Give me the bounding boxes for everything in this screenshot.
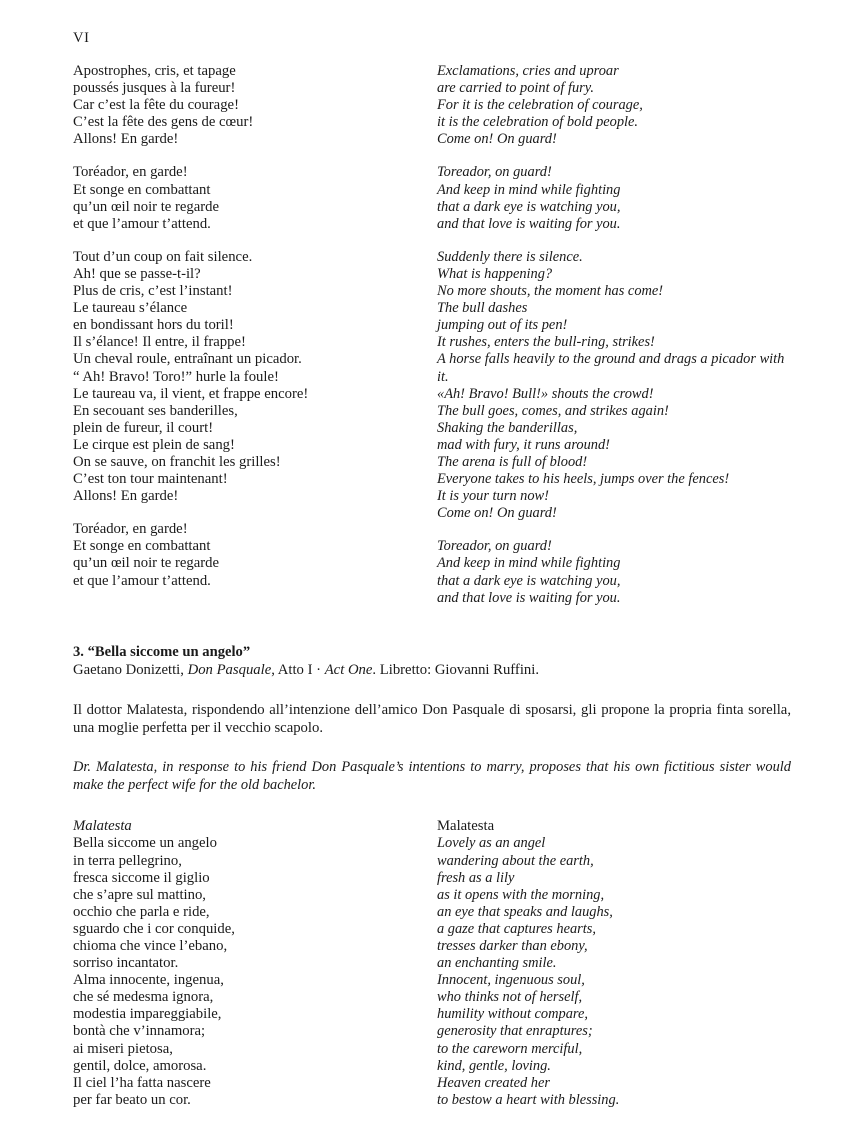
credit-work-title: Don Pasquale bbox=[187, 661, 272, 678]
verse-line: Tout d’un coup on fait silence. bbox=[73, 248, 253, 265]
verse-line: who thinks not of herself, bbox=[437, 989, 583, 1006]
verse-line: Exclamations, cries and uproar bbox=[437, 63, 619, 79]
verse-line: kind, gentle, loving. bbox=[437, 1057, 551, 1074]
carmen-translation-column bbox=[437, 63, 791, 607]
verse-line: Bella siccome un angelo bbox=[73, 835, 217, 852]
verse-line: It rushes, enters the bull-ring, strikes! bbox=[437, 334, 655, 351]
verse-line: generosity that enraptures; bbox=[437, 1023, 593, 1040]
verse-line: The bull dashes bbox=[437, 300, 528, 317]
speaker-label: Malatesta bbox=[437, 818, 495, 835]
synopsis-english: Dr. Malatesta, in response to his friend Don Pasquale’s intentions to marry, proposes that his own fictitious sister would make the perfect wife for the old bachelor. bbox=[73, 758, 791, 793]
verse-line: Plus de cris, c’est l’instant! bbox=[73, 283, 233, 300]
verse-line: Car c’est la fête du courage! bbox=[73, 97, 239, 114]
stanza bbox=[437, 63, 791, 148]
credit-librettist: . Libretto: Giovanni Ruffini. bbox=[372, 661, 539, 678]
verse-line: Ah! que se passe-t-il? bbox=[73, 265, 201, 282]
verse-line: Apostrophes, cris, et tapage bbox=[73, 63, 236, 79]
verse-line: Et songe en combattant bbox=[73, 181, 211, 198]
section-credit bbox=[73, 661, 791, 679]
verse-line: Heaven created her bbox=[437, 1074, 550, 1091]
verse-line: poussés jusques à la fureur! bbox=[73, 80, 236, 97]
credit-act-original: , Atto I · bbox=[271, 661, 325, 678]
verse-line: an enchanting smile. bbox=[437, 955, 557, 972]
verse-line: Le cirque est plein de sang! bbox=[73, 436, 235, 453]
verse-line: che sé medesma ignora, bbox=[73, 989, 214, 1006]
verse-line: fresh as a lily bbox=[437, 869, 515, 886]
verse-line: And keep in mind while fighting bbox=[437, 181, 621, 198]
verse-line: in terra pellegrino, bbox=[73, 852, 182, 869]
verse-line: Un cheval roule, entraînant un picador. bbox=[73, 351, 302, 368]
verse-line: bontà che v’innamora; bbox=[73, 1023, 206, 1040]
verse-line: it is the celebration of bold people. bbox=[437, 114, 639, 131]
verse-line: “ Ah! Bravo! Toro!” hurle la foule! bbox=[73, 368, 279, 385]
verse-line: Toréador, en garde! bbox=[73, 521, 188, 538]
verse-line: jumping out of its pen! bbox=[437, 317, 568, 334]
verse-line: gentil, dolce, amorosa. bbox=[73, 1057, 207, 1074]
verse-line: C’est ton tour maintenant! bbox=[73, 471, 228, 488]
verse-line: Lovely as an angel bbox=[437, 835, 546, 852]
verse-line: occhio che parla e ride, bbox=[73, 903, 210, 920]
verse-line: and that love is waiting for you. bbox=[437, 589, 621, 606]
document-page bbox=[73, 30, 791, 1109]
verse-line: It is your turn now! bbox=[437, 488, 549, 505]
verse-line: qu’un œil noir te regarde bbox=[73, 198, 220, 215]
verse-line: per far beato un cor. bbox=[73, 1091, 191, 1108]
verse-line: The arena is full of blood! bbox=[437, 453, 588, 470]
verse-line: che s’apre sul mattino, bbox=[73, 886, 206, 903]
verse-line: wandering about the earth, bbox=[437, 852, 594, 869]
verse-line: Innocent, ingenuous soul, bbox=[437, 972, 585, 989]
verse-line: The bull goes, comes, and strikes again! bbox=[437, 402, 669, 419]
parallel-text-carmen bbox=[73, 63, 791, 607]
verse-line: Il s’élance! Il entre, il frappe! bbox=[73, 334, 246, 351]
verse-line: Il ciel l’ha fatta nascere bbox=[73, 1074, 211, 1091]
verse-line: et que l’amour t’attend. bbox=[73, 572, 211, 589]
verse-line: sorriso incantator. bbox=[73, 955, 179, 972]
verse-line: No more shouts, the moment has come! bbox=[437, 283, 664, 300]
section-title: 3. “Bella siccome un angelo” bbox=[73, 643, 251, 660]
verse-line: and that love is waiting for you. bbox=[437, 215, 621, 232]
donizetti-translation-column bbox=[437, 818, 791, 1109]
verse-line: Le taureau s’élance bbox=[73, 300, 188, 317]
verse-line: en bondissant hors du toril! bbox=[73, 317, 234, 334]
credit-act-translation: Act One bbox=[324, 661, 373, 678]
verse-line: Allons! En garde! bbox=[73, 488, 179, 505]
parallel-text-donizetti bbox=[73, 818, 791, 1109]
speaker-label: Malatesta bbox=[73, 818, 132, 835]
verse-line: En secouant ses banderilles, bbox=[73, 402, 238, 419]
verse-line: fresca siccome il giglio bbox=[73, 869, 210, 886]
verse-line: that a dark eye is watching you, bbox=[437, 572, 621, 589]
verse-line: Le taureau va, il vient, et frappe encore! bbox=[73, 385, 309, 402]
verse-line: mad with fury, it runs around! bbox=[437, 436, 610, 453]
synopsis-italian: Il dottor Malatesta, rispondendo all’intenzione dell’amico Don Pasquale di sposarsi, gli propone la propria finta sorella, una moglie perfetta per il vecchio scapolo. bbox=[73, 701, 791, 737]
verse-line: For it is the celebration of courage, bbox=[437, 97, 643, 114]
verse-line: Come on! On guard! bbox=[437, 505, 557, 522]
verse-line: as it opens with the morning, bbox=[437, 886, 605, 903]
verse-line: Suddenly there is silence. bbox=[437, 248, 583, 265]
verse-line: «Ah! Bravo! Bull!» shouts the crowd! bbox=[437, 385, 654, 402]
verse-line: Et songe en combattant bbox=[73, 538, 211, 555]
verse-line: Toreador, on guard! bbox=[437, 538, 552, 555]
verse-line: modestia impareggiabile, bbox=[73, 1006, 222, 1023]
verse-line: Toreador, on guard! bbox=[437, 164, 552, 181]
verse-line: ai miseri pietosa, bbox=[73, 1040, 173, 1057]
verse-line: A horse falls heavily to the ground and drags a picador with it. bbox=[437, 351, 788, 385]
verse-line: an eye that speaks and laughs, bbox=[437, 903, 613, 920]
stanza bbox=[73, 164, 437, 232]
verse-line: humility without compare, bbox=[437, 1006, 588, 1023]
verse-line: tresses darker than ebony, bbox=[437, 938, 588, 954]
stanza bbox=[73, 521, 437, 589]
donizetti-original-column bbox=[73, 818, 437, 1109]
stanza bbox=[437, 164, 791, 232]
credit-composer: Gaetano Donizetti, bbox=[73, 661, 188, 678]
verse-line: qu’un œil noir te regarde bbox=[73, 555, 220, 572]
verse-line: plein de fureur, il court! bbox=[73, 419, 214, 436]
verse-line: et que l’amour t’attend. bbox=[73, 215, 211, 232]
carmen-original-column bbox=[73, 63, 437, 590]
verse-line: sguardo che i cor conquide, bbox=[73, 920, 235, 937]
verse-line: are carried to point of fury. bbox=[437, 80, 594, 97]
stanza bbox=[73, 249, 437, 505]
verse-line: Come on! On guard! bbox=[437, 131, 557, 148]
verse-line: And keep in mind while fighting bbox=[437, 555, 621, 572]
verse-line: Shaking the banderillas, bbox=[437, 419, 578, 436]
verse-line: chioma che vince l’ebano, bbox=[73, 938, 228, 954]
verse-line: to bestow a heart with blessing. bbox=[437, 1091, 620, 1108]
stanza bbox=[437, 249, 791, 523]
section-header bbox=[73, 643, 791, 679]
verse-line: Toréador, en garde! bbox=[73, 164, 188, 181]
verse-line: C’est la fête des gens de cœur! bbox=[73, 114, 254, 131]
verse-line: On se sauve, on franchit les grilles! bbox=[73, 453, 281, 470]
verse-line: a gaze that captures hearts, bbox=[437, 920, 596, 937]
verse-line: Everyone takes to his heels, jumps over the fences! bbox=[437, 471, 730, 488]
stanza bbox=[437, 538, 791, 606]
verse-line: Allons! En garde! bbox=[73, 131, 179, 148]
verse-line: What is happening? bbox=[437, 265, 553, 282]
verse-line: to the careworn merciful, bbox=[437, 1040, 583, 1057]
page-marker: VI bbox=[73, 30, 90, 46]
verse-line: that a dark eye is watching you, bbox=[437, 198, 621, 215]
verse-line: Alma innocente, ingenua, bbox=[73, 972, 224, 989]
stanza bbox=[73, 63, 437, 148]
